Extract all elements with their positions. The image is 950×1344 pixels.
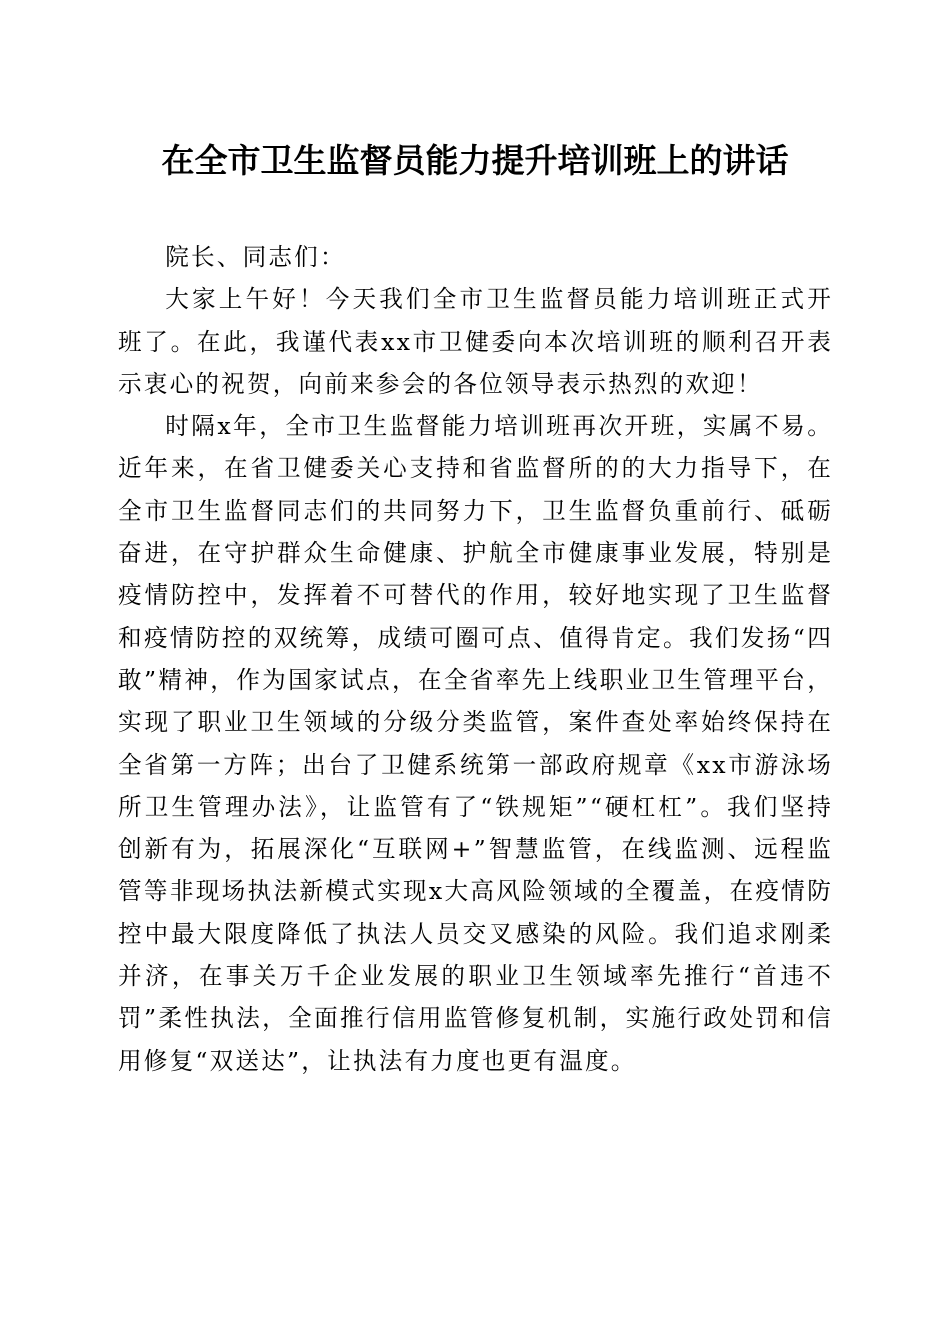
document-title: 在全市卫生监督员能力提升培训班上的讲话 — [161, 141, 789, 180]
paragraph-achievements: 时隔x年，全市卫生监督能力培训班再次开班，实属不易。近年来，在省卫健委关心支持和省监督所的的大力指导下，在全市卫生监督同志们的共同努力下，卫生监督负重前行、砥砺奋进，在守护群众生命健康、护航全市健康事业发展，特别是疫情防控中，发挥着不可替代的作用，较好地实现了卫生监督和疫情防控的双统筹，成绩可圈可点、值得肯定。我们发扬“四敢”精神，作为国家试点，在全省率先上线职业卫生管理平台，实现了职业卫生领域的分级分类监管，案件查处率始终保持在全省第一方阵；出台了卫健系统第一部政府规章《xx市游泳场所卫生管理办法》，让监管有了“铁规矩”“硬杠杠”。我们坚持创新有为，拓展深化“互联网+”智慧监管，在线监测、远程监管等非现场执法新模式实现x大高风险领域的全覆盖，在疫情防控中最大限度降低了执法人员交叉感染的风险。我们追求刚柔并济，在事关万千企业发展的职业卫生领域率先推行“首违不罚”柔性执法，全面推行信用监管修复机制，实施行政处罚和信用修复“双送达”，让执法有力度也更有温度。 — [118, 412, 833, 1075]
salutation: 院长、同志们： — [165, 243, 346, 271]
document-body — [118, 236, 833, 1082]
paragraph-greeting: 大家上午好！今天我们全市卫生监督员能力培训班正式开班了。在此，我谨代表xx市卫健委向本次培训班的顺利召开表示衷心的祝贺，向前来参会的各位领导表示热烈的欢迎！ — [118, 285, 833, 398]
